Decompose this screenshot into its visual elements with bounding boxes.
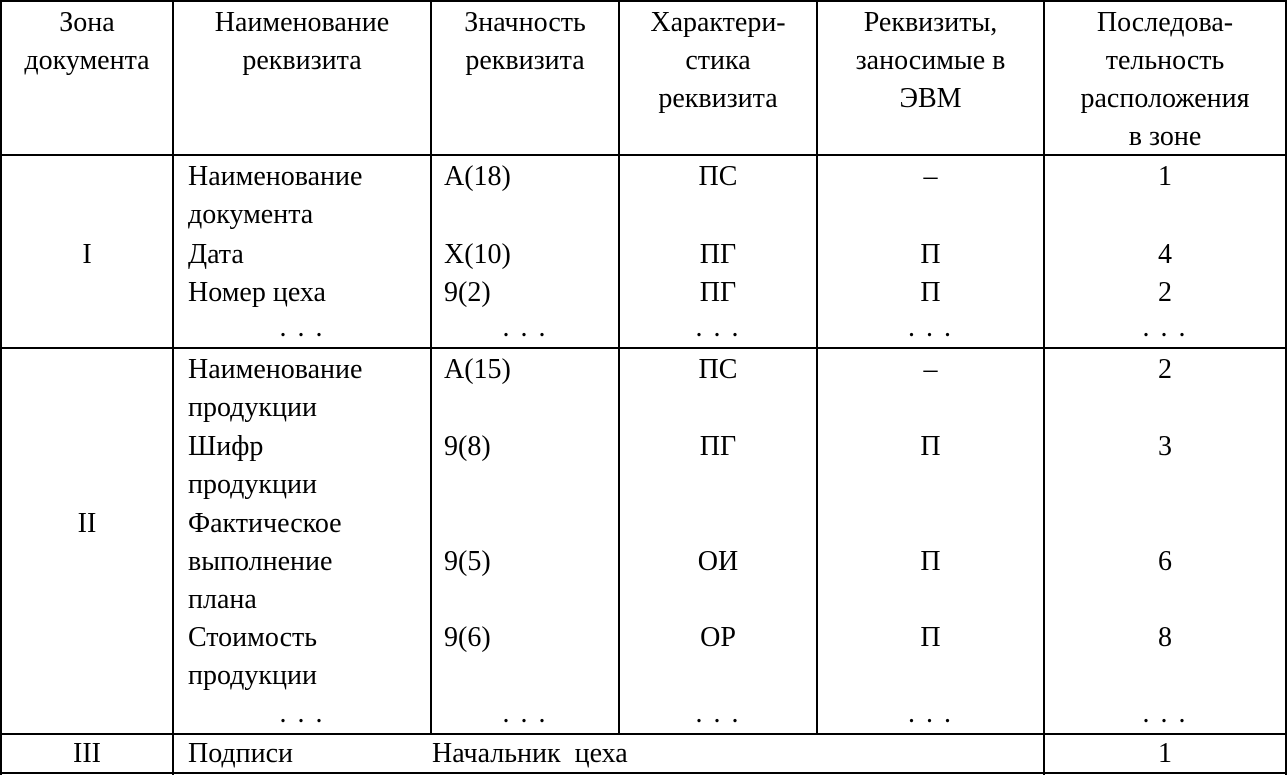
header-significance: Значность реквизита [464, 7, 586, 76]
zone2-row4-name: Стоимость продукции [188, 622, 318, 691]
header-zone: Зона документа [24, 7, 150, 76]
zone2-row4-significance: 9(6) [444, 622, 491, 653]
header-characteristic: Характери- стика реквизита [650, 7, 786, 114]
zone2-row3-significance: 9(5) [444, 546, 491, 577]
zone2-row3-characteristic: ОИ [697, 546, 739, 577]
zone2-ellipsis-entered: . . . [908, 698, 953, 729]
zone2-row1-significance: А(15) [444, 354, 511, 385]
zone2-row1-order: 2 [1158, 354, 1172, 385]
zone1-row2-characteristic: ПГ [699, 239, 737, 270]
zone2-row2-order: 3 [1158, 431, 1172, 462]
zone1-row1-entered: – [923, 161, 938, 192]
zone1-row2-significance: Х(10) [444, 239, 511, 270]
zone2-row1-characteristic: ПС [698, 354, 738, 385]
col-border-1 [172, 0, 174, 775]
zone2-label: II [77, 508, 97, 539]
zone2-row1-name: Наименование продукции [188, 354, 363, 423]
zone1-row3-characteristic: ПГ [699, 277, 737, 308]
zone2-row1-entered: – [923, 354, 938, 385]
zone1-row3-entered: П [920, 277, 941, 308]
zone1-ellipsis-entered: . . . [908, 312, 953, 343]
zone1-row3-significance: 9(2) [444, 277, 491, 308]
zone3-label: III [73, 738, 101, 769]
zone3-name: Подписи [188, 738, 294, 769]
col-border-2 [430, 0, 432, 733]
zone2-row3-name: Фактическое выполнение плана [188, 508, 342, 615]
zone1-row1-name: Наименование документа [188, 161, 363, 230]
zone1-row1-order: 1 [1158, 161, 1172, 192]
zone1-label: I [82, 239, 92, 270]
zone1-row2-entered: П [920, 239, 941, 270]
zone2-row2-significance: 9(8) [444, 431, 491, 462]
zone2-ellipsis-order: . . . [1142, 698, 1188, 729]
zone1-row2-order: 4 [1158, 239, 1172, 270]
zone1-row2-name: Дата [188, 239, 244, 270]
zone1-ellipsis-significance: . . . [502, 312, 548, 343]
zone2-ellipsis-characteristic: . . . [695, 698, 741, 729]
header-order: Последова- тельность расположения в зоне [1080, 7, 1250, 152]
zone2-row4-characteristic: ОР [700, 622, 736, 653]
zone1-row3-order: 2 [1158, 277, 1172, 308]
zone2-ellipsis-name: . . . [279, 698, 325, 729]
table-border-top [0, 0, 1287, 2]
zone1-row3-name: Номер цеха [188, 277, 326, 308]
zone1-divider [0, 347, 1287, 349]
zone2-row2-name: Шифр продукции [188, 431, 317, 500]
header-name: Наименование реквизита [214, 7, 390, 76]
col-border-left [0, 0, 2, 775]
zone3-order: 1 [1158, 738, 1172, 769]
zone1-ellipsis-name: . . . [279, 312, 325, 343]
zone1-row1-significance: А(18) [444, 161, 511, 192]
zone2-row4-order: 8 [1158, 622, 1172, 653]
zone2-row4-entered: П [920, 622, 941, 653]
header-entered: Реквизиты, заносимые в ЭВМ [855, 7, 1006, 114]
zone2-row2-entered: П [920, 431, 941, 462]
zone2-ellipsis-significance: . . . [502, 698, 548, 729]
zone2-row3-entered: П [920, 546, 941, 577]
zone1-ellipsis-order: . . . [1142, 312, 1188, 343]
zone1-row1-characteristic: ПС [698, 161, 738, 192]
zone1-ellipsis-characteristic: . . . [695, 312, 741, 343]
zone2-row2-characteristic: ПГ [699, 431, 737, 462]
zone3-signer: Начальник цеха [432, 738, 628, 769]
zone2-row3-order: 6 [1158, 546, 1172, 577]
